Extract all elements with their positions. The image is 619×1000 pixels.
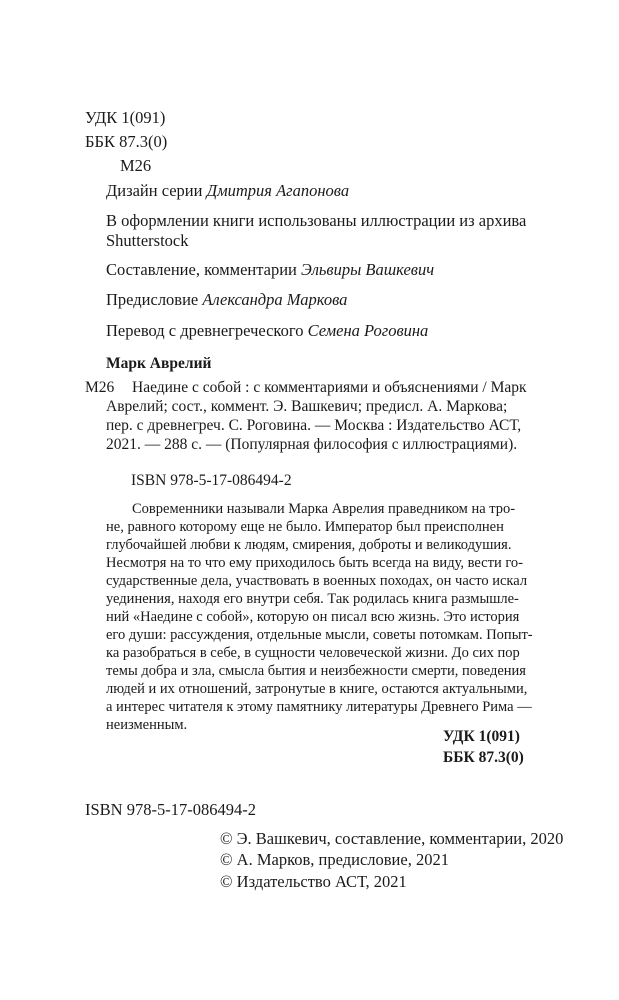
isbn-footer: ISBN 978-5-17-086494-2 xyxy=(85,800,256,819)
illustrations-note: В оформлении книги использованы иллюстрации из архива Shutterstock xyxy=(106,211,527,250)
copyright-preface: © А. Марков, предисловие, 2021 xyxy=(220,850,449,869)
author-mark: М26 xyxy=(120,156,152,175)
design-credit: Дизайн серии Дмитрия Агапонова xyxy=(106,181,350,200)
translator-credit: Перевод с древнегреческого Семена Роговина xyxy=(106,321,429,340)
compiler-credit: Составление, комментарии Эльвиры Вашкевич xyxy=(106,260,435,279)
udk-code-bold: УДК 1(091) xyxy=(443,728,520,745)
author-heading: Марк Аврелий xyxy=(106,355,212,372)
preface-credit: Предисловие Александра Маркова xyxy=(106,290,348,309)
bbk-code: ББК 87.3(0) xyxy=(85,132,168,151)
isbn-inline: ISBN 978-5-17-086494-2 xyxy=(131,472,292,489)
udk-code: УДК 1(091) xyxy=(85,108,166,127)
bbk-code-bold: ББК 87.3(0) xyxy=(443,749,524,766)
catalog-mark: М26 xyxy=(85,379,115,396)
catalog-description: Наедине с собой : с комментариями и объяснениями / Марк Аврелий; сост., коммент. Э. Вашкевич; предисл. А. Маркова; пер. с древнегреч. С. Роговина. — Москва : Издательство АСТ, 2021. — 288 с. — (Популярная философия с иллюстрациями). xyxy=(106,379,527,453)
annotation: Современники называли Марка Аврелия праведником на тро- не, равного которому еще не было. Император был преисполнен глубочайшей любви к людям, смирения, доброты и великодушия. Несмотря на то что ему приходилось быть всегда на виду, вести го- сударственные дела, участвовать в военных походах, он часто искал уединения, находя его внутри себя. Так родилась книга размышле- ний «Наедине с собой», которую он писал всю жизнь. Это история его души: рассуждения, отдельные мысли, советы потомкам. Попыт- ка разобраться в себе, в сущности человеческой жизни. До сих пор темы добра и зла, смысла бытия и неизбежности смерти, поведения людей и их отношений, затронутые в книге, остаются актуальными, а интерес читателя к этому памятнику литературы Древнего Рима — неизменным. xyxy=(106,501,533,733)
copyright-compiler: © Э. Вашкевич, составление, комментарии, 2020 xyxy=(220,829,564,848)
copyright-publisher: © Издательство АСТ, 2021 xyxy=(220,872,407,891)
